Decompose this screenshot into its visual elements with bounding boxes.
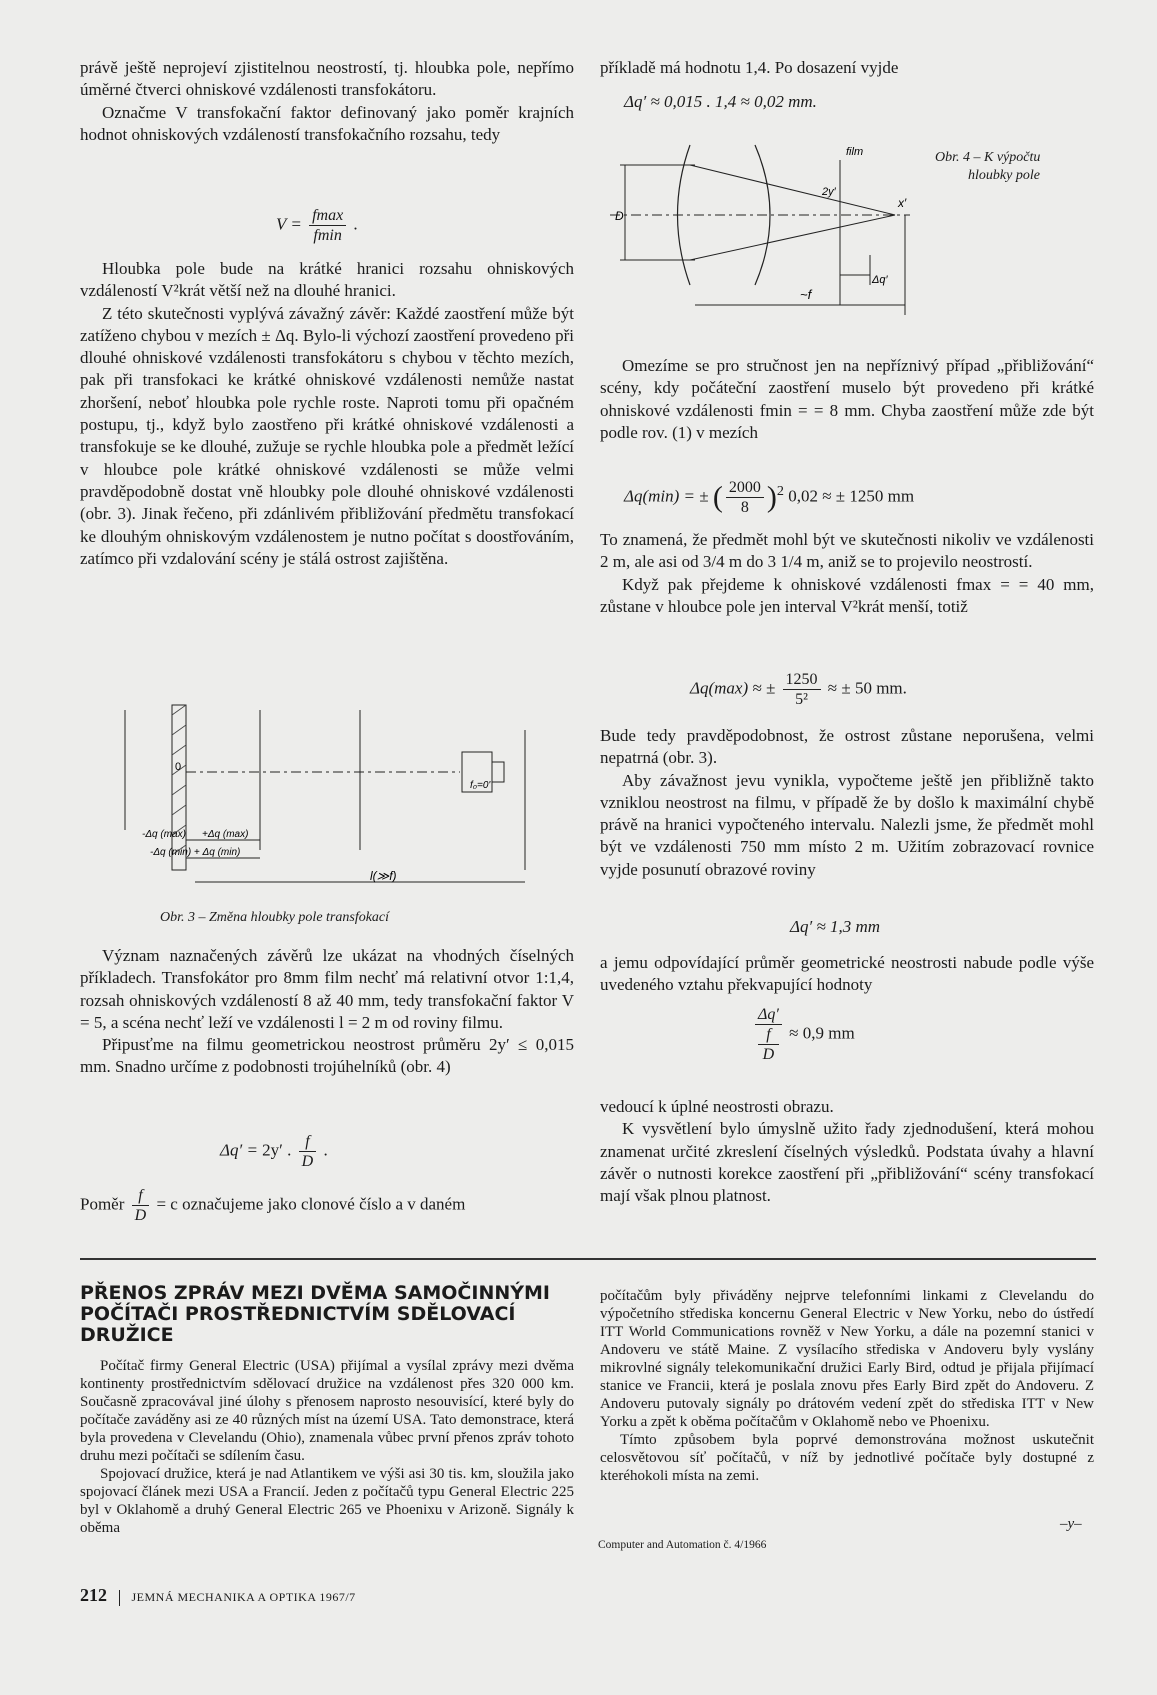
equation-mid: 2y′ .	[262, 1140, 292, 1160]
two-y-label: 2y′	[822, 186, 836, 198]
equation-lhs: Δq(min) = ±	[624, 486, 709, 506]
fraction	[299, 1132, 317, 1171]
equation-lhs: Δq′ =	[220, 1140, 258, 1160]
figure-4-diagram	[610, 135, 940, 325]
paragraph: Aby závažnost jevu vynikla, vypočteme ještě jen přibližně takto vzniklou neostrost na filmu, v případě že by došlo k maximální chybě právě na hranici vypočteného intervalu. Nalezli jsme, že předmět mohl být ve vzdálenosti 750 mm místo 2 m. Užitím zobrazovací rovnice vyjde posunutí obrazové roviny	[600, 770, 1094, 879]
paragraph: počítačům byly přiváděny nejprve telefonními linkami z Clevelandu do výpočetního střediska koncernu General Electric v New Yorku, nebo do ústředí ITT World Communications rovněž v New Yorku, a dále na pozemní stanici v Andoveru ve státě Maine. Z vysílacího střediska v Andoveru byly vyslány mikrovlné signály telekomunikační družici Early Bird, odtud je přijala přijímací stanice ve Francii, která je poslala znovu přes Early Bird zpět do Andoveru. Z Andoveru putovaly signály po drátovém vedení zpět do střediska ITT v New Yorku a zpět k oběma počítačům v Oklahomě nebo ve Phoenixu.	[600, 1288, 1094, 1430]
journal-name: JEMNÁ MECHANIKA A OPTIKA 1967/7	[131, 1590, 356, 1604]
denominator: fmin	[313, 227, 342, 244]
paren-close: )	[766, 480, 777, 514]
equation-transfocation-factor	[276, 206, 358, 245]
paragraph: Bude tedy pravděpodobnost, že ostrost zůstane neporušena, velmi nepatrná (obr. 3).	[600, 726, 1094, 768]
page-number: 212	[80, 1585, 107, 1605]
paragraph: vedoucí k úplné neostrosti obrazu.	[600, 1097, 834, 1116]
fraction	[309, 206, 346, 245]
paragraph: To znamená, že předmět mohl být ve skutečnosti nikoliv ve vzdálenosti 2 m, ale asi od 3/4 m do 3 1/4 m, aniž se to projevilo neostrostí.	[600, 530, 1094, 572]
paragraph: Počítač firmy General Electric (USA) přijímal a vysílal zprávy mezi dvěma kontinenty prostřednictvím sdělovací družice na vzdálenost přes 320 000 km. Současně zpracovával jiné úlohy s přenosem naprosto nesouvisící, které byly do počítače zaváděny asi ze 40 různých míst na území USA. Tato demonstrace, která byla provedena v Clevelandu (Ohio), znamenala vůbec první přenos zpráv tohoto druhu mezi počítači se sdílením času.	[80, 1358, 574, 1464]
f-label: ~f	[800, 287, 812, 302]
equation-end: .	[323, 1140, 328, 1160]
paragraph: Hloubka pole bude na krátké hranici rozsahu ohniskových vzdáleností V²krát větší než na dlouhé hranici.	[80, 259, 574, 301]
article-title: PŘENOS ZPRÁV MEZI DVĚMA SAMOČINNÝMI POČÍTAČI PROSTŘEDNICTVÍM SDĚLOVACÍ DRUŽICE	[80, 1282, 550, 1346]
inner-numerator: f	[758, 1025, 779, 1045]
page-footer	[80, 1585, 356, 1606]
delta-max-neg-label: -Δq (max)	[142, 829, 186, 840]
right-column-cont	[600, 355, 1094, 444]
article2-right-column	[600, 1287, 1094, 1485]
equation-2	[624, 478, 914, 517]
fraction	[726, 478, 764, 517]
paragraph: Omezíme se pro stručnost jen na nepříznivý případ „přibližování“ scény, kdy počáteční zaostření muselo být provedeno při krátké ohniskové vzdálenosti fmin = = 8 mm. Chyba zaostření může zde být podle rov. (1) v mezích	[600, 356, 1094, 442]
paragraph: příkladě má hodnotu 1,4. Po dosazení vyjde	[600, 58, 899, 77]
distance-label: l(≫f)	[370, 869, 397, 883]
fraction	[755, 1005, 782, 1064]
denominator: D	[301, 1153, 314, 1170]
paragraph: Připusťme na filmu geometrickou neostrost průměru 2y′ ≤ 0,015 mm. Snadno určíme z podobnosti trojúhelníků (obr. 4)	[80, 1035, 574, 1077]
text: = c označujeme jako clonové číslo a v daném	[156, 1194, 466, 1214]
right-column	[600, 57, 1094, 79]
article-separator	[80, 1258, 1096, 1260]
figure-4-caption-line2: hloubky pole	[968, 168, 1040, 183]
delta-max-pos-label: +Δq (max)	[202, 829, 249, 840]
equation-end: .	[353, 214, 358, 234]
equation-dq	[220, 1132, 328, 1171]
fraction	[132, 1186, 150, 1225]
equation-1: Δq′ ≈ 0,015 . 1,4 ≈ 0,02 mm.	[624, 92, 817, 111]
D-label: D	[615, 209, 624, 223]
numerator: Δq′	[755, 1005, 782, 1025]
left-column	[80, 57, 574, 146]
dq-label: Δq′	[872, 274, 888, 286]
equation-rhs: ≈ 0,9 mm	[789, 1023, 855, 1043]
paragraph: K vysvětlení bylo úmyslně užito řady zjednodušení, která mohou znamenat určité zkreslení číselných výsledků. Podstata úvahy a hlavní závěr o nutnosti korekce zaostření při „přibližování“ scény transfokací mají však plnou platnost.	[600, 1119, 1094, 1206]
text: Poměr	[80, 1194, 125, 1214]
numerator: fmax	[309, 206, 346, 226]
right-column-cont4	[600, 952, 1094, 997]
numerator: f	[132, 1186, 150, 1206]
equation-lhs: Δq(max) ≈ ±	[690, 678, 776, 698]
right-column-cont3	[600, 725, 1094, 881]
article2-left-column	[80, 1357, 574, 1537]
paren-open: (	[712, 480, 723, 514]
denominator: D	[134, 1207, 147, 1224]
numerator: f	[299, 1132, 317, 1152]
equation-rhs: 0,02 ≈ ± 1250 mm	[788, 486, 915, 506]
denominator: 5²	[795, 691, 808, 708]
paragraph: Z této skutečnosti vyplývá závažný závěr: Každé zaostření může být zatíženo chybou v mezích ± Δq. Bylo-li výchozí zaostření provedeno při dlouhé ohniskové vzdálenosti transfokátoru s chybou v těchto mezích, pak při transfokaci ke krátké ohniskové vzdálenosti nemůže nastat zhoršení, neboť hloubka pole rychle roste. Naproti tomu při opačném postupu, tj., když bylo zaostřeno při krátké ohniskové vzdálenosti a transfokuje se ke dlouhé, zužuje se rychle hloubka pole a předmět ležící v hloubce pole krátké ohniskové vzdálenosti se může velmi pravděpodobně dostat vně hloubky pole dlouhé ohniskové vzdálenosti (obr. 3). Jinak řečeno, při zdánlivém přibližování předmětu transfokací ke dlouhým ohniskovým vzdálenostem je nutno počítat s doostřováním, zatímco při vzdalování scény je stálá ostrost zajištěna.	[80, 303, 574, 568]
figure-3-diagram	[120, 700, 540, 900]
exponent: 2	[776, 482, 784, 499]
source-citation: Computer and Automation č. 4/1966	[598, 1539, 767, 1551]
figure-3-caption: Obr. 3 – Změna hloubky pole transfokací	[160, 910, 390, 925]
paragraph: a jemu odpovídající průměr geometrické neostrosti nabude podle výše uvedeného vztahu překvapující hodnoty	[600, 953, 1094, 995]
right-column-cont2	[600, 529, 1094, 618]
equation-4: Δq′ ≈ 1,3 mm	[790, 917, 881, 936]
fraction	[783, 670, 821, 709]
aperture-number-line	[80, 1186, 465, 1225]
zero-label: 0	[175, 761, 182, 773]
paragraph: Označme V transfokační faktor definovaný jako poměr krajních hodnot ohniskových vzdáleností transfokačního rozsahu, tedy	[80, 102, 574, 144]
paragraph: právě ještě neprojeví zjistitelnou neostrostí, tj. hloubka pole, nepřímo úměrné čtverci ohniskové vzdálenosti transfokátoru.	[80, 58, 574, 100]
equation-lhs: V =	[276, 214, 302, 234]
denominator-fraction	[755, 1025, 782, 1064]
denominator: 8	[740, 499, 749, 516]
f0-label: f₀=0'	[470, 780, 491, 791]
right-column-end	[600, 1096, 1094, 1207]
paragraph: Význam naznačených závěrů lze ukázat na vhodných číselných příkladech. Transfokátor pro 8mm film nechť má relativní otvor 1:1,4, rozsah ohniskových vzdáleností 8 až 40 mm, tedy transfokační faktor V = 5, a scéna nechť leží ve vzdálenosti l = 2 m od roviny filmu.	[80, 946, 574, 1032]
equation-5	[752, 1005, 855, 1064]
left-column-cont	[80, 258, 574, 570]
delta-min-label: -Δq (min) + Δq (min)	[150, 847, 241, 858]
footer-divider	[119, 1590, 120, 1606]
inner-denominator: D	[762, 1046, 775, 1063]
figure-4-caption-line1: Obr. 4 – K výpočtu	[935, 150, 1041, 165]
equation-rhs: ≈ ± 50 mm.	[827, 678, 907, 698]
paragraph: Spojovací družice, která je nad Atlantikem ve výši asi 30 tis. km, sloužila jako spojovací článek mezi USA a Francií. Jeden z počítačů typu General Electric 225 byl v Oklahomě a druhý General Electric 265 ve Phoenixu v Arizoně. Signály k oběma	[80, 1466, 574, 1536]
x-label: x′	[898, 196, 907, 210]
numerator: 1250	[783, 670, 821, 690]
author-signature: –y–	[1060, 1516, 1082, 1532]
numerator: 2000	[726, 478, 764, 498]
left-column-examples	[80, 945, 574, 1079]
paragraph: Tímto způsobem byla poprvé demonstrována možnost uskutečnit celosvětovou síť počítačů, v níž by jednotlivé počítače byly dostupné z kteréhokoli místa na zemi.	[600, 1432, 1094, 1484]
paragraph: Když pak přejdeme k ohniskové vzdálenosti fmax = = 40 mm, zůstane v hloubce pole jen interval V²krát menší, totiž	[600, 574, 1094, 616]
film-label: film	[846, 146, 864, 158]
equation-3	[690, 670, 907, 709]
